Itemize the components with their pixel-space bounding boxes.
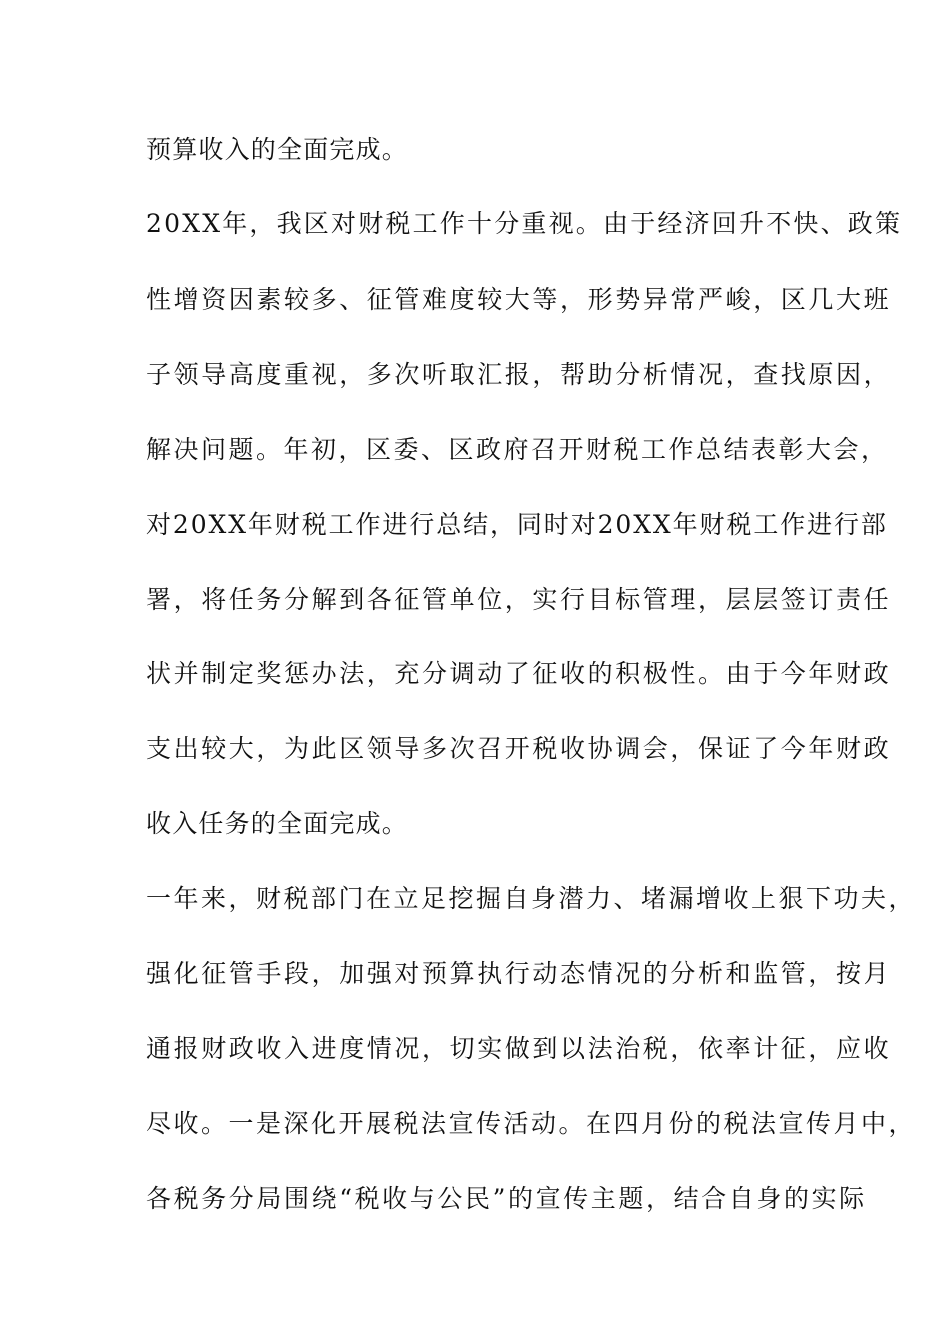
text-line: 署，将任务分解到各征管单位，实行目标管理，层层签订责任 <box>146 585 892 614</box>
text-line: 强化征管手段，加强对预算执行动态情况的分析和监管，按月 <box>146 959 892 988</box>
text-line: 一年来，财税部门在立足挖掘自身潜力、堵漏增收上狠下功夫， <box>146 884 917 913</box>
text-line: 性增资因素较多、征管难度较大等，形势异常严峻，区几大班 <box>146 285 892 314</box>
text-line: 尽收。一是深化开展税法宣传活动。在四月份的税法宣传月中， <box>146 1109 917 1138</box>
text-line: 解决问题。年初，区委、区政府召开财税工作总结表彰大会， <box>146 435 889 464</box>
text-line: 对20XX年财税工作进行总结，同时对20XX年财税工作进行部 <box>146 510 888 539</box>
text-line: 收入任务的全面完成。 <box>146 809 409 838</box>
text-line: 子领导高度重视，多次听取汇报，帮助分析情况，查找原因， <box>146 360 892 389</box>
text-line: 支出较大，为此区领导多次召开税收协调会，保证了今年财政 <box>146 734 892 763</box>
text-line: 预算收入的全面完成。 <box>146 135 409 164</box>
text-line: 各税务分局围绕“税收与公民”的宣传主题，结合自身的实际 <box>146 1184 867 1213</box>
text-line: 20XX年，我区对财税工作十分重视。由于经济回升不快、政策 <box>146 209 903 238</box>
text-line: 通报财政收入进度情况，切实做到以法治税，依率计征，应收 <box>146 1034 892 1063</box>
text-line: 状并制定奖惩办法，充分调动了征收的积极性。由于今年财政 <box>146 659 892 688</box>
